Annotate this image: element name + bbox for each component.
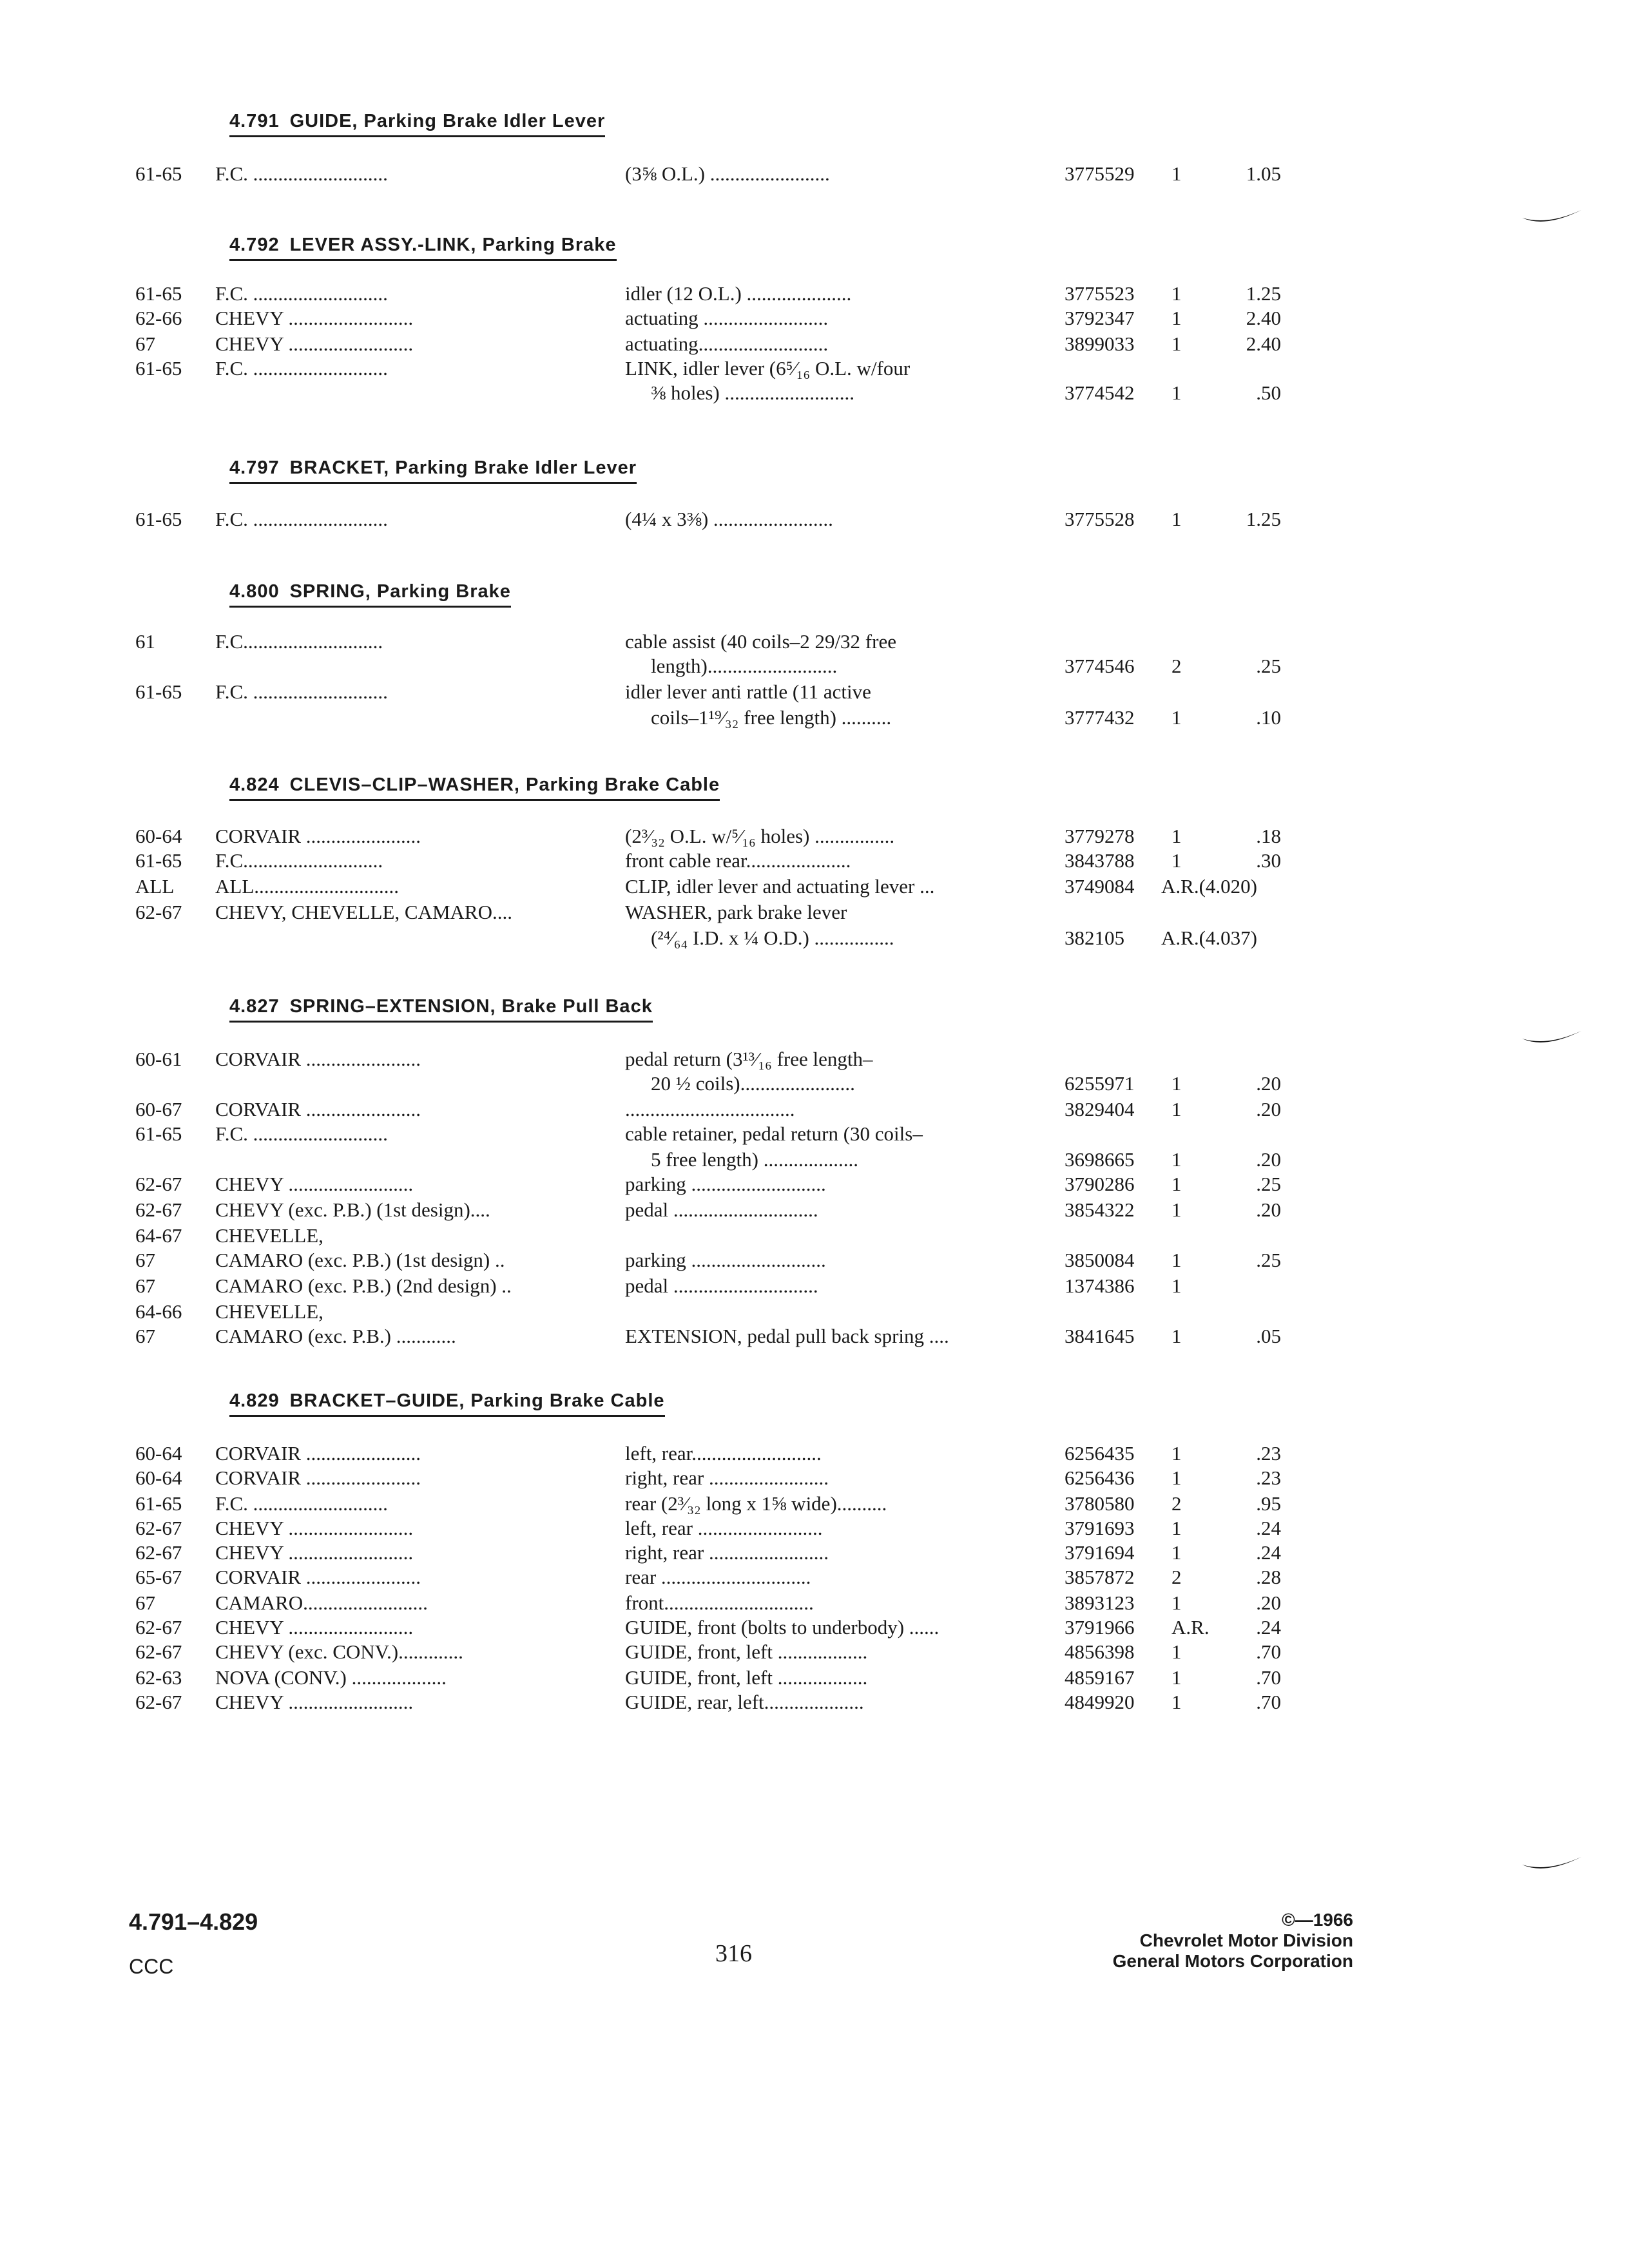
table-row: [0, 925, 1629, 951]
quantity-cell: 1: [1171, 162, 1182, 185]
model-cell: F.C. ...........................: [215, 1122, 388, 1145]
table-row: [0, 506, 1629, 532]
table-row: [0, 1121, 1629, 1147]
description-cell: LINK, idler lever (6⁵⁄₁₆ O.L. w/four: [625, 357, 911, 380]
table-row: [0, 1223, 1629, 1249]
section-number: 4.829: [229, 1390, 280, 1411]
part-number-cell: 3792347: [1065, 307, 1135, 329]
part-number-cell: 3893123: [1065, 1591, 1135, 1614]
table-row: [0, 1639, 1629, 1665]
description-cell: GUIDE, front, left ..................: [625, 1666, 868, 1689]
years-cell: 67: [135, 1325, 155, 1347]
part-number-cell: 6255971: [1065, 1072, 1135, 1095]
description-cell: parking ...........................: [625, 1249, 826, 1271]
footer-copyright: ©—1966: [1282, 1910, 1353, 1930]
model-cell: CHEVY .........................: [215, 307, 414, 329]
binding-mark-icon: [1519, 1027, 1584, 1053]
part-number-cell: 3843788: [1065, 849, 1135, 872]
binding-mark-icon: [1519, 206, 1584, 232]
quantity-cell: 1: [1171, 1198, 1182, 1221]
model-cell: CHEVELLE,: [215, 1224, 323, 1247]
description-cell: idler (12 O.L.) .....................: [625, 282, 852, 305]
quantity-cell: 1: [1171, 282, 1182, 305]
quantity-cell: 1: [1171, 1148, 1182, 1171]
model-cell: CAMARO (exc. P.B.) ............: [215, 1325, 456, 1347]
price-cell: 1.25: [1246, 508, 1281, 530]
table-row: [0, 705, 1629, 731]
section-title: BRACKET, Parking Brake Idler Lever: [289, 457, 637, 478]
description-cell: WASHER, park brake lever: [625, 901, 847, 923]
quantity-cell: 1: [1171, 1072, 1182, 1095]
part-number-cell: 3791966: [1065, 1616, 1135, 1639]
part-number-cell: 3857872: [1065, 1566, 1135, 1588]
table-row: [0, 1441, 1629, 1466]
model-cell: CORVAIR .......................: [215, 1466, 421, 1489]
table-row: [0, 1564, 1629, 1590]
model-cell: F.C............................: [215, 630, 383, 653]
part-number-cell: 3790286: [1065, 1173, 1135, 1195]
model-cell: CORVAIR .......................: [215, 1442, 421, 1465]
quantity-cell: 1: [1171, 1442, 1182, 1465]
part-number-cell: 3780580: [1065, 1492, 1135, 1515]
table-row: [0, 653, 1629, 679]
section-header: [229, 110, 605, 137]
section-number: 4.792: [229, 235, 280, 255]
years-cell: 62-67: [135, 1517, 182, 1539]
part-number-cell: 4856398: [1065, 1640, 1135, 1663]
model-cell: NOVA (CONV.) ...................: [215, 1666, 447, 1689]
years-cell: 60-61: [135, 1048, 182, 1070]
quantity-cell: 1: [1171, 1325, 1182, 1347]
part-number-cell: 6256435: [1065, 1442, 1135, 1465]
table-row: [0, 1197, 1629, 1223]
description-cell: GUIDE, front, left ..................: [625, 1640, 868, 1663]
price-cell: .25: [1256, 1249, 1281, 1271]
price-cell: .25: [1256, 1173, 1281, 1195]
table-row: [0, 1665, 1629, 1691]
section-title: SPRING–EXTENSION, Brake Pull Back: [289, 996, 653, 1017]
description-cell: EXTENSION, pedal pull back spring ....: [625, 1325, 949, 1347]
quantity-cell: 1: [1171, 1591, 1182, 1614]
years-cell: ALL: [135, 875, 175, 898]
part-number-cell: 3779278: [1065, 825, 1135, 847]
years-cell: 61-65: [135, 1492, 182, 1515]
table-row: [0, 1465, 1629, 1491]
model-cell: F.C. ...........................: [215, 357, 388, 380]
price-cell: .23: [1256, 1466, 1281, 1489]
table-row: [0, 305, 1629, 331]
part-number-cell: 3775523: [1065, 282, 1135, 305]
table-row: [0, 629, 1629, 655]
footer-range: 4.791–4.829: [129, 1908, 258, 1935]
years-cell: 62-66: [135, 307, 182, 329]
table-row: [0, 1299, 1629, 1325]
table-row: [0, 1147, 1629, 1173]
table-row: [0, 848, 1629, 874]
price-cell: 1.25: [1246, 282, 1281, 305]
years-cell: 60-67: [135, 1098, 182, 1120]
table-row: [0, 1590, 1629, 1616]
description-cell: front..............................: [625, 1591, 814, 1614]
price-cell: .20: [1256, 1148, 1281, 1171]
section-header: [229, 580, 511, 608]
description-cell: (²⁴⁄₆₄ I.D. x ¼ O.D.) ................: [651, 927, 894, 949]
table-row: [0, 899, 1629, 925]
price-cell: .24: [1256, 1517, 1281, 1539]
part-number-cell: 3850084: [1065, 1249, 1135, 1271]
section-title: CLEVIS–CLIP–WASHER, Parking Brake Cable: [289, 774, 720, 795]
model-cell: F.C. ...........................: [215, 282, 388, 305]
model-cell: CHEVY .........................: [215, 1517, 414, 1539]
years-cell: 64-67: [135, 1224, 182, 1247]
model-cell: CHEVY .........................: [215, 332, 414, 355]
years-cell: 61-65: [135, 282, 182, 305]
years-cell: 62-67: [135, 1616, 182, 1639]
price-cell: .20: [1256, 1591, 1281, 1614]
quantity-cell: 2: [1171, 1492, 1182, 1515]
section-number: 4.824: [229, 774, 280, 795]
model-cell: F.C. ...........................: [215, 680, 388, 703]
description-cell: coils–1¹⁹⁄₃₂ free length) ..........: [651, 706, 892, 729]
years-cell: 61-65: [135, 508, 182, 530]
quantity-cell: 2: [1171, 1566, 1182, 1588]
model-cell: CAMARO (exc. P.B.) (1st design) ..: [215, 1249, 505, 1271]
model-cell: CHEVY, CHEVELLE, CAMARO....: [215, 901, 512, 923]
part-number-cell: 3775528: [1065, 508, 1135, 530]
quantity-cell: 1: [1171, 1541, 1182, 1564]
years-cell: 60-64: [135, 1442, 182, 1465]
quantity-cell: 1: [1171, 706, 1182, 729]
price-cell: .25: [1256, 655, 1281, 677]
quantity-cell: 2: [1171, 655, 1182, 677]
price-cell: A.R.(4.037): [1161, 927, 1257, 949]
description-cell: (3⅝ O.L.) ........................: [625, 162, 830, 185]
page-number: 316: [715, 1940, 752, 1967]
years-cell: 65-67: [135, 1566, 182, 1588]
table-row: [0, 1615, 1629, 1640]
model-cell: F.C............................: [215, 849, 383, 872]
part-number-cell: 3749084: [1065, 875, 1135, 898]
years-cell: 62-67: [135, 901, 182, 923]
description-cell: ..................................: [625, 1098, 795, 1120]
price-cell: A.R.(4.020): [1161, 875, 1257, 898]
price-cell: 1.05: [1246, 162, 1281, 185]
price-cell: .50: [1256, 381, 1281, 404]
price-cell: .24: [1256, 1616, 1281, 1639]
footer-corporation: General Motors Corporation: [1112, 1951, 1353, 1971]
years-cell: 67: [135, 1591, 155, 1614]
description-cell: GUIDE, front (bolts to underbody) ......: [625, 1616, 940, 1639]
model-cell: CORVAIR .......................: [215, 1048, 421, 1070]
years-cell: 61-65: [135, 849, 182, 872]
years-cell: 61-65: [135, 680, 182, 703]
quantity-cell: 1: [1171, 1666, 1182, 1689]
model-cell: F.C. ...........................: [215, 508, 388, 530]
quantity-cell: 1: [1171, 1249, 1182, 1271]
table-row: [0, 679, 1629, 705]
table-row: [0, 1515, 1629, 1541]
model-cell: CAMARO (exc. P.B.) (2nd design) ..: [215, 1274, 512, 1297]
model-cell: CORVAIR .......................: [215, 1098, 421, 1120]
price-cell: .05: [1256, 1325, 1281, 1347]
description-cell: (4¼ x 3⅜) ........................: [625, 508, 833, 530]
section-header: [229, 456, 637, 484]
table-row: [0, 1323, 1629, 1349]
quantity-cell: A.R.: [1171, 1616, 1210, 1639]
model-cell: CHEVY .........................: [215, 1173, 414, 1195]
table-row: [0, 823, 1629, 849]
section-header: [229, 1389, 665, 1417]
footer-code: CCC: [129, 1955, 174, 1978]
part-number-cell: 6256436: [1065, 1466, 1135, 1489]
years-cell: 67: [135, 332, 155, 355]
description-cell: left, rear .........................: [625, 1517, 823, 1539]
years-cell: 61: [135, 630, 155, 653]
table-row: [0, 1171, 1629, 1197]
years-cell: 61-65: [135, 162, 182, 185]
price-cell: .70: [1256, 1691, 1281, 1713]
description-cell: front cable rear.....................: [625, 849, 851, 872]
description-cell: right, rear ........................: [625, 1541, 829, 1564]
table-row: [0, 380, 1629, 406]
years-cell: 60-64: [135, 1466, 182, 1489]
model-cell: CHEVY .........................: [215, 1616, 414, 1639]
price-cell: .20: [1256, 1072, 1281, 1095]
part-number-cell: 4859167: [1065, 1666, 1135, 1689]
table-row: [0, 161, 1629, 187]
footer-division: Chevrolet Motor Division: [1139, 1930, 1353, 1950]
table-row: [0, 356, 1629, 381]
part-number-cell: 4849920: [1065, 1691, 1135, 1713]
part-number-cell: 382105: [1065, 927, 1124, 949]
section-number: 4.800: [229, 581, 280, 602]
table-row: [0, 281, 1629, 307]
years-cell: 64-66: [135, 1300, 182, 1323]
description-cell: rear ..............................: [625, 1566, 811, 1588]
description-cell: rear (2³⁄₃₂ long x 1⅝ wide)..........: [625, 1492, 887, 1515]
section-number: 4.791: [229, 111, 280, 131]
quantity-cell: 1: [1171, 1274, 1182, 1297]
table-row: [0, 1689, 1629, 1715]
quantity-cell: 1: [1171, 1173, 1182, 1195]
description-cell: left, rear..........................: [625, 1442, 822, 1465]
part-number-cell: 3854322: [1065, 1198, 1135, 1221]
part-number-cell: 3775529: [1065, 162, 1135, 185]
part-number-cell: 3791693: [1065, 1517, 1135, 1539]
section-title: LEVER ASSY.-LINK, Parking Brake: [289, 235, 617, 255]
description-cell: 5 free length) ...................: [651, 1148, 858, 1171]
quantity-cell: 1: [1171, 381, 1182, 404]
price-cell: .24: [1256, 1541, 1281, 1564]
description-cell: pedal return (3¹³⁄₁₆ free length–: [625, 1048, 873, 1070]
description-cell: pedal .............................: [625, 1198, 818, 1221]
description-cell: GUIDE, rear, left....................: [625, 1691, 864, 1713]
years-cell: 62-67: [135, 1541, 182, 1564]
quantity-cell: 1: [1171, 1466, 1182, 1489]
model-cell: CHEVY (exc. CONV.).............: [215, 1640, 463, 1663]
table-row: [0, 1491, 1629, 1517]
price-cell: .23: [1256, 1442, 1281, 1465]
price-cell: .20: [1256, 1198, 1281, 1221]
price-cell: .20: [1256, 1098, 1281, 1120]
description-cell: parking ...........................: [625, 1173, 826, 1195]
quantity-cell: 1: [1171, 307, 1182, 329]
part-number-cell: 1374386: [1065, 1274, 1135, 1297]
section-header: [229, 995, 653, 1023]
section-title: GUIDE, Parking Brake Idler Lever: [289, 111, 606, 131]
description-cell: CLIP, idler lever and actuating lever ...: [625, 875, 935, 898]
section-title: BRACKET–GUIDE, Parking Brake Cable: [289, 1390, 665, 1411]
quantity-cell: 1: [1171, 1640, 1182, 1663]
description-cell: length)..........................: [651, 655, 838, 677]
part-number-cell: 3774546: [1065, 655, 1135, 677]
part-number-cell: 3899033: [1065, 332, 1135, 355]
description-cell: ⅜ holes) ..........................: [651, 381, 855, 404]
quantity-cell: 1: [1171, 1517, 1182, 1539]
table-row: [0, 331, 1629, 357]
table-row: [0, 1097, 1629, 1122]
price-cell: .18: [1256, 825, 1281, 847]
description-cell: actuating..........................: [625, 332, 829, 355]
part-number-cell: 3698665: [1065, 1148, 1135, 1171]
price-cell: .10: [1256, 706, 1281, 729]
model-cell: CHEVY .........................: [215, 1691, 414, 1713]
table-row: [0, 1247, 1629, 1273]
table-row: [0, 1046, 1629, 1072]
part-number-cell: 3791694: [1065, 1541, 1135, 1564]
quantity-cell: 1: [1171, 332, 1182, 355]
quantity-cell: 1: [1171, 1098, 1182, 1120]
table-row: [0, 1071, 1629, 1097]
price-cell: 2.40: [1246, 307, 1281, 329]
model-cell: CORVAIR .......................: [215, 825, 421, 847]
description-cell: idler lever anti rattle (11 active: [625, 680, 871, 703]
years-cell: 67: [135, 1249, 155, 1271]
description-cell: cable assist (40 coils–2 29/32 free: [625, 630, 896, 653]
section-number: 4.797: [229, 457, 280, 478]
section-header: [229, 773, 720, 801]
description-cell: pedal .............................: [625, 1274, 818, 1297]
years-cell: 67: [135, 1274, 155, 1297]
quantity-cell: 1: [1171, 508, 1182, 530]
part-number-cell: 3841645: [1065, 1325, 1135, 1347]
part-number-cell: 3829404: [1065, 1098, 1135, 1120]
quantity-cell: 1: [1171, 1691, 1182, 1713]
quantity-cell: 1: [1171, 825, 1182, 847]
price-cell: .95: [1256, 1492, 1281, 1515]
years-cell: 62-67: [135, 1173, 182, 1195]
section-header: [229, 233, 617, 261]
binding-mark-icon: [1519, 1853, 1584, 1879]
model-cell: F.C. ...........................: [215, 162, 388, 185]
description-cell: (2³⁄₃₂ O.L. w/⁵⁄₁₆ holes) ................: [625, 825, 895, 847]
years-cell: 62-67: [135, 1640, 182, 1663]
years-cell: 62-67: [135, 1691, 182, 1713]
section-number: 4.827: [229, 996, 280, 1017]
model-cell: CHEVY .........................: [215, 1541, 414, 1564]
section-title: SPRING, Parking Brake: [289, 581, 511, 602]
model-cell: F.C. ...........................: [215, 1492, 388, 1515]
years-cell: 62-67: [135, 1198, 182, 1221]
model-cell: CAMARO.........................: [215, 1591, 428, 1614]
table-row: [0, 1540, 1629, 1566]
price-cell: .30: [1256, 849, 1281, 872]
price-cell: 2.40: [1246, 332, 1281, 355]
price-cell: .70: [1256, 1666, 1281, 1689]
quantity-cell: 1: [1171, 849, 1182, 872]
model-cell: CHEVELLE,: [215, 1300, 323, 1323]
table-row: [0, 874, 1629, 899]
part-number-cell: 3777432: [1065, 706, 1135, 729]
price-cell: .28: [1256, 1566, 1281, 1588]
description-cell: actuating .........................: [625, 307, 829, 329]
description-cell: 20 ½ coils).......................: [651, 1072, 855, 1095]
years-cell: 62-63: [135, 1666, 182, 1689]
model-cell: CORVAIR .......................: [215, 1566, 421, 1588]
years-cell: 61-65: [135, 1122, 182, 1145]
description-cell: right, rear ........................: [625, 1466, 829, 1489]
description-cell: cable retainer, pedal return (30 coils–: [625, 1122, 923, 1145]
table-row: [0, 1273, 1629, 1299]
price-cell: .70: [1256, 1640, 1281, 1663]
part-number-cell: 3774542: [1065, 381, 1135, 404]
model-cell: CHEVY (exc. P.B.) (1st design)....: [215, 1198, 490, 1221]
model-cell: ALL.............................: [215, 875, 400, 898]
years-cell: 61-65: [135, 357, 182, 380]
years-cell: 60-64: [135, 825, 182, 847]
